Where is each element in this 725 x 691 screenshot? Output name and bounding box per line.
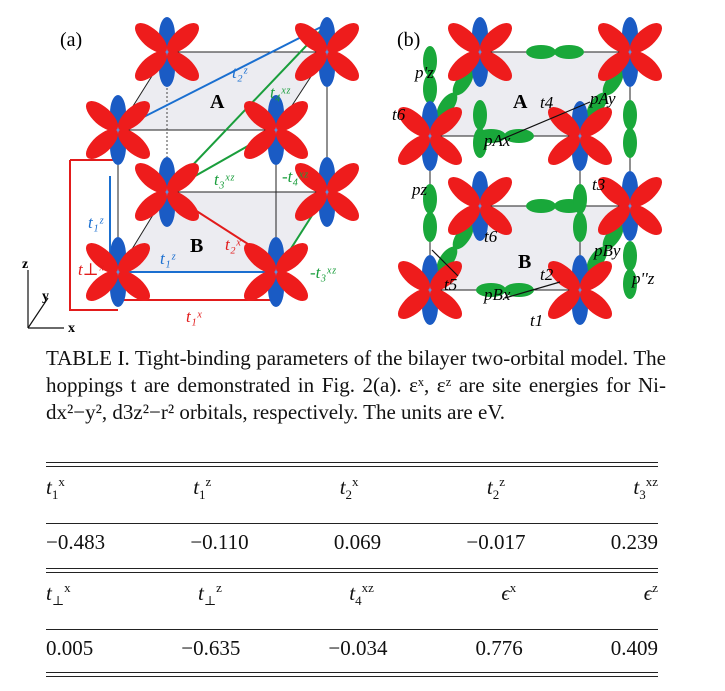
label-t2: t2 (540, 265, 554, 284)
cell: 0.239 (610, 530, 658, 554)
col-t2x: $t_2^x$ (339, 474, 359, 503)
hop-tperp-x: t⊥ˣ (78, 260, 104, 279)
label-t1: t1 (530, 311, 544, 330)
label-pz: pz (412, 180, 428, 199)
col-t1z: $t_1^z$ (193, 474, 212, 503)
axis-z: z (22, 257, 29, 272)
label-t6-bottom: t6 (484, 227, 498, 246)
hop-t3xz: t₃ˣᶻ (214, 170, 234, 189)
label-pBx: pBx (484, 285, 511, 304)
cell: 0.409 (610, 636, 658, 660)
col-t2z: $t_2^z$ (486, 474, 506, 503)
cell: −0.483 (46, 530, 106, 554)
label-pBy: pBy (594, 241, 621, 260)
hop-neg-t3xz: -t₃ˣᶻ (310, 263, 336, 282)
col-t1x: $t_1^x$ (46, 474, 65, 503)
axis-y: y (42, 289, 49, 304)
hop-t4xz: t₄ˣᶻ (270, 83, 290, 102)
cell: −0.034 (328, 636, 388, 660)
hop-t1z-vertical: t₁ᶻ (88, 213, 103, 232)
cell: 0.005 (46, 636, 94, 660)
hop-t1z: t₁ᶻ (160, 249, 175, 268)
cell: −0.635 (181, 636, 241, 660)
figure-2 (0, 0, 725, 340)
parameter-table-1 (46, 462, 658, 677)
label-pz-prime: p'z (415, 63, 434, 82)
site-b-label-b: B (518, 251, 532, 273)
hop-t1x: t₁ˣ (186, 307, 202, 326)
label-t3: t3 (592, 175, 606, 194)
hop-t2z: t₂ᶻ (232, 63, 247, 82)
col-t3xz: $t_3^{xz}$ (633, 474, 658, 503)
label-t4: t4 (540, 93, 554, 112)
caption-title: TABLE I. (46, 346, 130, 370)
cell: 0.776 (475, 636, 523, 660)
label-pAx: pAx (484, 131, 511, 150)
site-a-label-b: A (513, 91, 528, 113)
table-value-row-2 (46, 630, 658, 672)
col-tperp-z: $t_\perp^z$ (198, 580, 222, 609)
col-eps-x: $\epsilon^x$ (501, 580, 517, 605)
panel-b (392, 17, 667, 330)
label-t6-top: t6 (392, 105, 406, 124)
axis-x: x (68, 321, 75, 336)
cell: −0.110 (190, 530, 249, 554)
site-a-label: A (210, 91, 225, 113)
site-b-label: B (190, 235, 204, 257)
label-pz-double-prime: p''z (632, 269, 655, 288)
label-t5: t5 (444, 275, 458, 294)
table-header-row-2 (46, 573, 658, 629)
panel-a (22, 17, 364, 336)
table-header-row-1 (46, 467, 658, 523)
col-eps-z: $\epsilon^z$ (643, 580, 658, 605)
col-t4xz: $t_4^{xz}$ (349, 580, 374, 609)
panel-a-label: (a) (60, 29, 83, 51)
hop-neg-t4xz: -t₄ˣᶻ (282, 167, 308, 186)
caption-text: Tight-binding parameters of the bilayer two-orbital model. The hoppings t are demonstrated in Fig. 2(a). εˣ, εᶻ are site energies for Ni-dx²−y², d3z²−r² orbitals, respectively. The units are eV. (46, 346, 666, 424)
table-caption (46, 345, 666, 426)
panel-b-label: (b) (397, 29, 421, 51)
col-tperp-x: $t_\perp^x$ (46, 580, 71, 609)
label-pAy: pAy (590, 89, 616, 108)
hop-t2x: t₂ˣ (225, 235, 241, 254)
cell: −0.017 (466, 530, 526, 554)
table-value-row-1 (46, 524, 658, 566)
cell: 0.069 (333, 530, 382, 554)
